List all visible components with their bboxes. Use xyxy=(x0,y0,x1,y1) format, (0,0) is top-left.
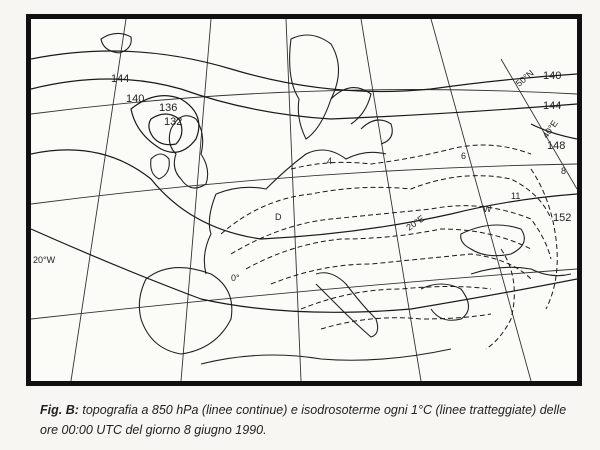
dewpoint-label: 4 xyxy=(327,156,333,166)
grid-label: 40°E xyxy=(540,118,560,141)
dewpoint-label: 8 xyxy=(561,166,567,176)
dewpoint-labels xyxy=(275,151,566,222)
contour-label: 148 xyxy=(547,140,566,152)
contour-label: 140 xyxy=(543,70,562,82)
coastlines xyxy=(101,33,571,364)
dewpoint-label: W xyxy=(483,204,492,214)
grid-label: 20°W xyxy=(33,255,56,265)
figure-caption xyxy=(40,400,580,440)
contour-label: 152 xyxy=(553,212,572,224)
contour-label: 132 xyxy=(164,116,183,128)
grid-label: 0° xyxy=(231,273,240,283)
dewpoint-label: 6 xyxy=(461,151,467,161)
weather-map xyxy=(26,14,582,386)
contour-label: 144 xyxy=(111,73,130,85)
contour-labels xyxy=(111,67,572,224)
map-drawing xyxy=(31,19,577,381)
caption-prefix: Fig. B: xyxy=(40,403,79,417)
dewpoint-label: D xyxy=(275,212,282,222)
contour-label: 136 xyxy=(159,102,178,114)
contour-label: 140 xyxy=(126,93,145,105)
grid-label: 20°E xyxy=(404,213,427,233)
dewpoint-label: 11 xyxy=(511,191,521,201)
dewpoint-contours xyxy=(221,145,557,349)
contour-label: 144 xyxy=(543,100,562,112)
grid-label: 50°N xyxy=(513,67,536,89)
caption-text: topografia a 850 hPa (linee continue) e isodrosoterme ogni 1°C (linee tratteggiate) delle ore 00:00 UTC del giorno 8 giugno 1990. xyxy=(40,403,567,437)
